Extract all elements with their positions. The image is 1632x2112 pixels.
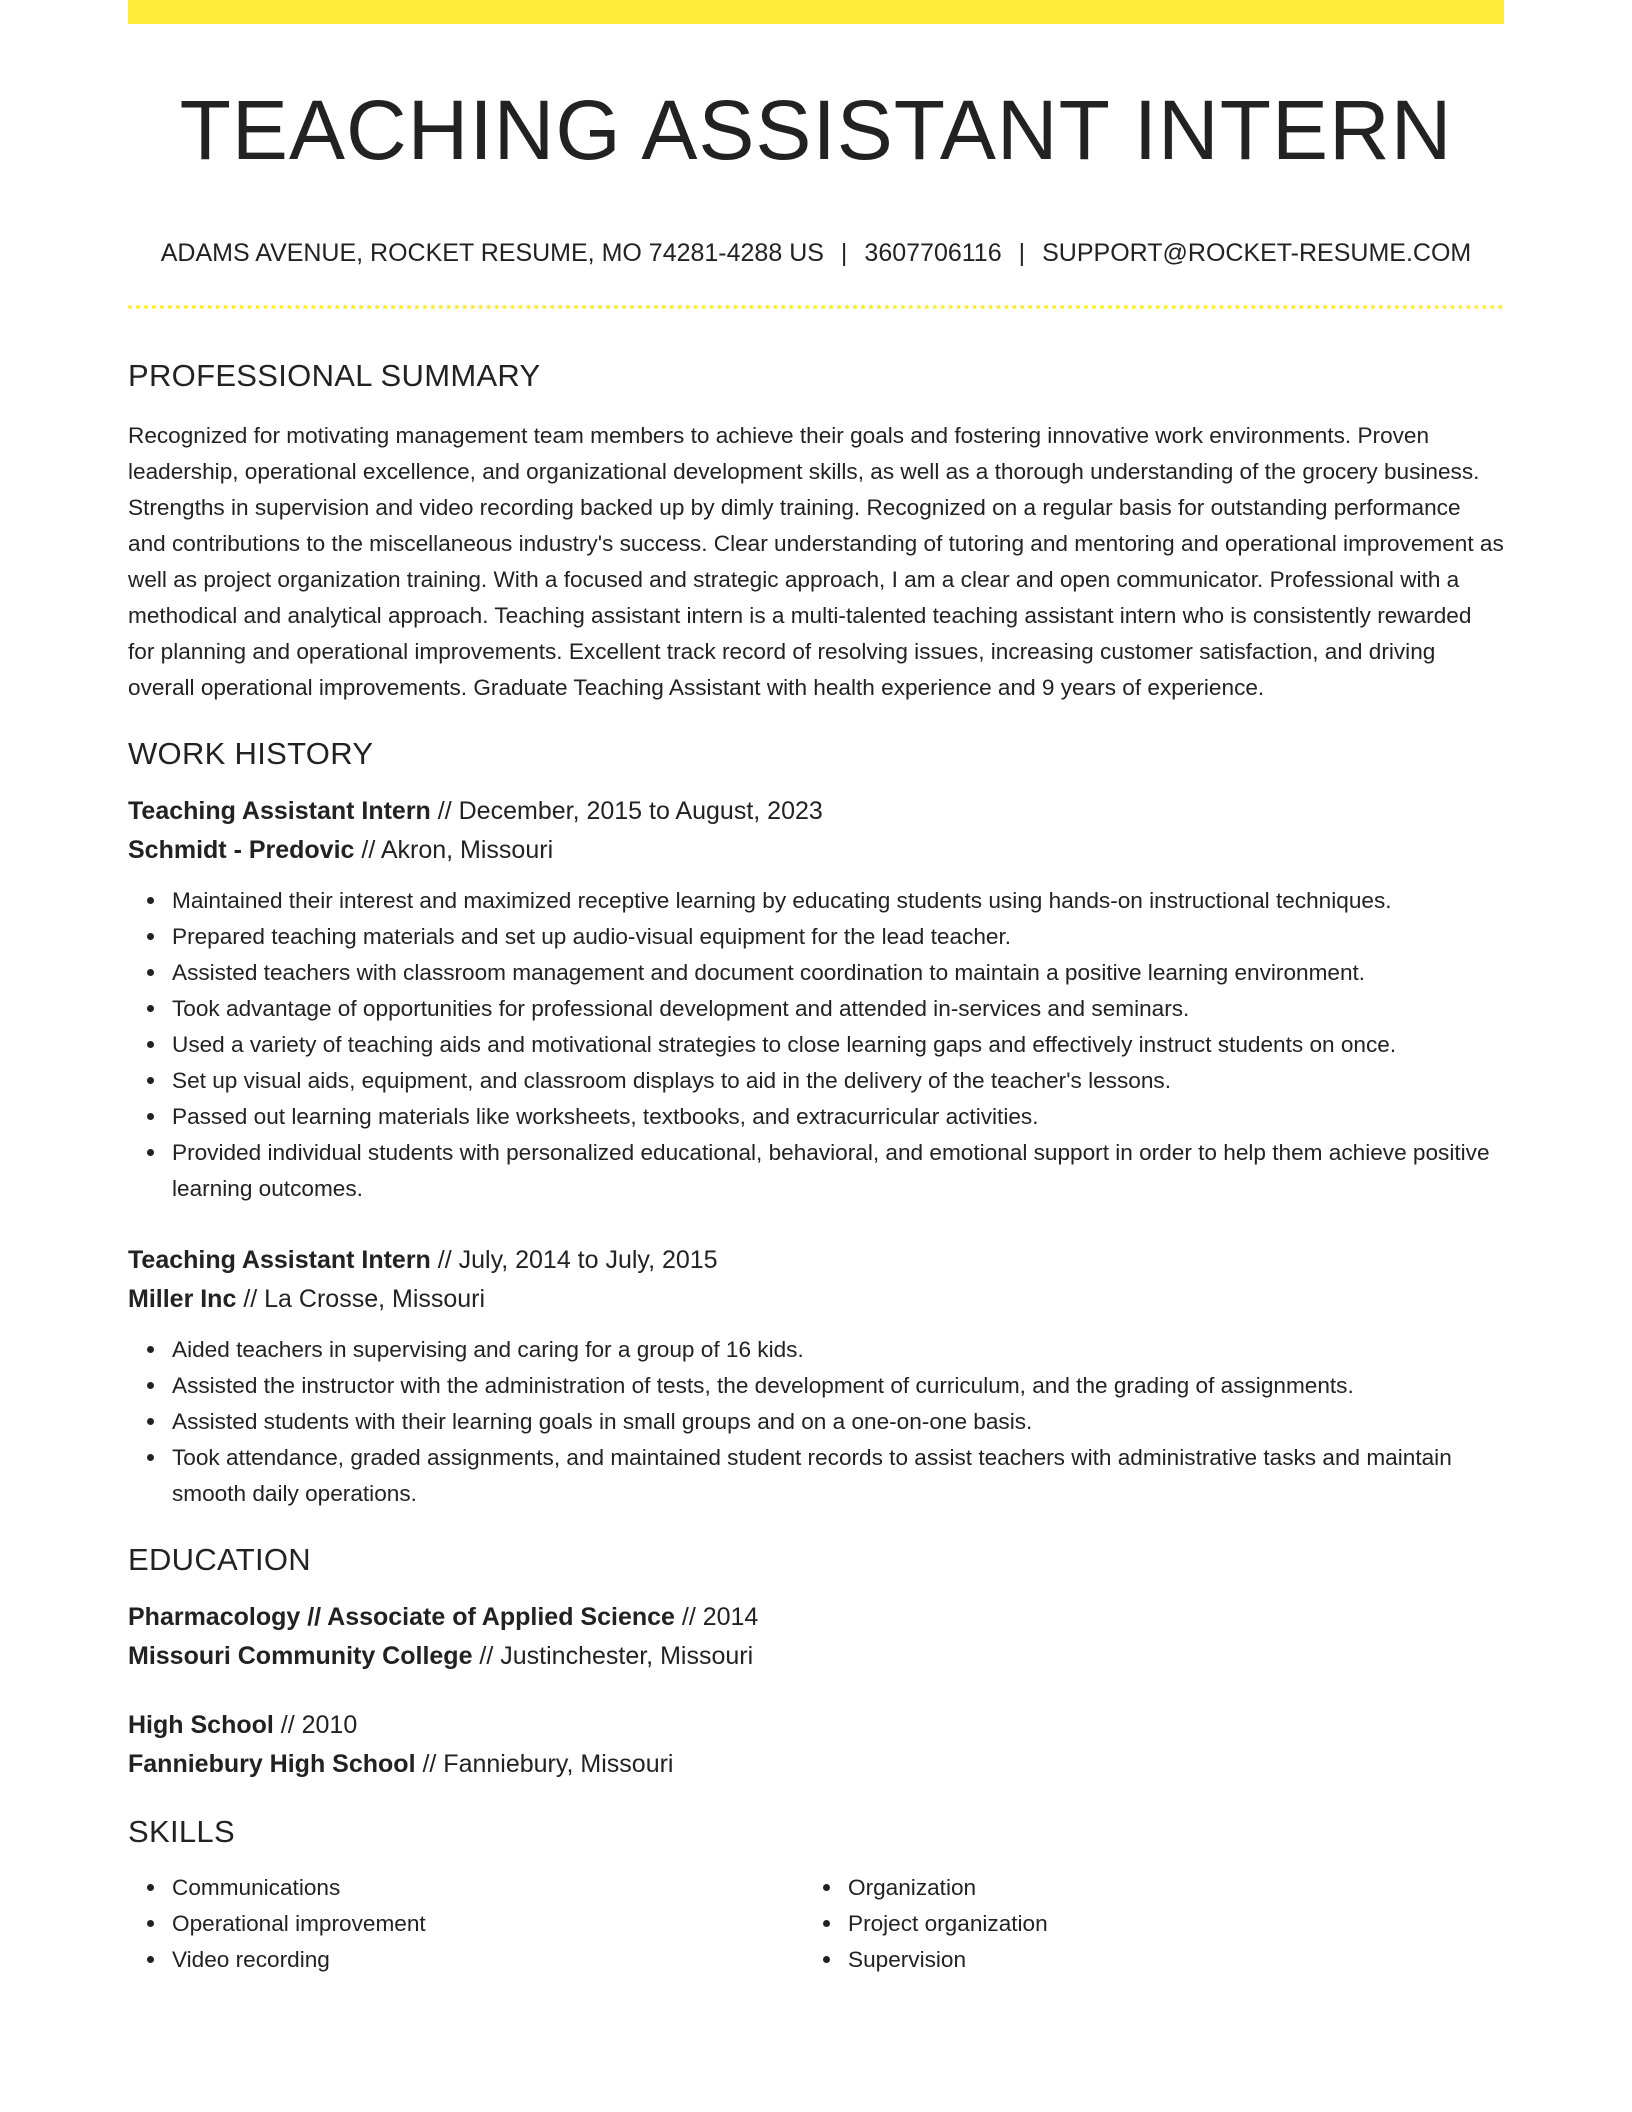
job-location: // Akron, Missouri <box>354 836 554 864</box>
education-degree-line <box>128 1598 1504 1637</box>
contact-phone: 3607706116 <box>864 239 1002 267</box>
skills-list-left <box>128 1870 804 1978</box>
list-item: Took advantage of opportunities for professional development and attended in-services and seminars. <box>172 991 1504 1027</box>
job-title: Teaching Assistant Intern <box>128 797 431 825</box>
education-degree: High School <box>128 1711 274 1739</box>
list-item: Assisted the instructor with the administration of tests, the development of curriculum, and the grading of assignments. <box>172 1368 1504 1404</box>
job-entry <box>128 1241 1504 1512</box>
list-item: Provided individual students with personalized educational, behavioral, and emotional support in order to help them achieve positive learning outcomes. <box>172 1135 1504 1207</box>
list-item: Maintained their interest and maximized receptive learning by educating students using hands-on instructional techniques. <box>172 883 1504 919</box>
summary-text: Recognized for motivating management team members to achieve their goals and fostering innovative work environments. Proven leadership, operational excellence, and organizational development skills, as well as a thorough understanding of the grocery business. Strengths in supervision and video recording backed up by dimly training. Recognized on a regular basis for outstanding performance and contributions to the miscellaneous industry's success. Clear understanding of tutoring and mentoring and operational improvement as well as project organization training. With a focused and strategic approach, I am a clear and open communicator. Professional with a methodical and analytical approach. Teaching assistant intern is a multi-talented teaching assistant intern who is consistently rewarded for planning and operational improvements. Excellent track record of resolving issues, increasing customer satisfaction, and driving overall operational improvements. Graduate Teaching Assistant with health experience and 9 years of experience. <box>128 423 1504 700</box>
education-school: Missouri Community College <box>128 1642 473 1670</box>
job-dates: // December, 2015 to August, 2023 <box>430 797 823 825</box>
contact-line <box>128 238 1504 268</box>
education-year: // 2014 <box>674 1603 759 1631</box>
skill-item: Organization <box>848 1870 1480 1906</box>
skill-item: Operational improvement <box>172 1906 804 1942</box>
list-item: Used a variety of teaching aids and motivational strategies to close learning gaps and effectively instruct students on once. <box>172 1027 1504 1063</box>
contact-separator: | <box>840 239 848 267</box>
job-company-line <box>128 1280 1504 1319</box>
education-degree: Pharmacology // Associate of Applied Science <box>128 1603 675 1631</box>
education-location: // Fanniebury, Missouri <box>415 1750 674 1778</box>
list-item: Passed out learning materials like worksheets, textbooks, and extracurricular activities. <box>172 1099 1504 1135</box>
list-item: Set up visual aids, equipment, and classroom displays to aid in the delivery of the teacher's lessons. <box>172 1063 1504 1099</box>
skill-item: Supervision <box>848 1942 1480 1978</box>
job-title: Teaching Assistant Intern <box>128 1246 431 1274</box>
education-degree-line <box>128 1706 1504 1745</box>
education-school: Fanniebury High School <box>128 1750 416 1778</box>
work-history-heading: WORK HISTORY <box>128 736 374 771</box>
candidate-name: TEACHING ASSISTANT INTERN <box>179 83 1453 177</box>
list-item: Took attendance, graded assignments, and maintained student records to assist teachers with administrative tasks and maintain smooth daily operations. <box>172 1440 1504 1512</box>
job-bullet-list <box>128 1332 1504 1512</box>
education-entry <box>128 1598 1504 1676</box>
education-school-line <box>128 1745 1504 1784</box>
accent-top-bar <box>128 0 1504 24</box>
education-year: // 2010 <box>273 1711 358 1739</box>
job-location: // La Crosse, Missouri <box>236 1285 486 1313</box>
list-item: Assisted teachers with classroom management and document coordination to maintain a positive learning environment. <box>172 955 1504 991</box>
job-company: Schmidt - Predovic <box>128 836 355 864</box>
education-entry <box>128 1706 1504 1784</box>
contact-email: SUPPORT@ROCKET-RESUME.COM <box>1042 239 1472 267</box>
job-dates: // July, 2014 to July, 2015 <box>430 1246 718 1274</box>
summary-heading: PROFESSIONAL SUMMARY <box>128 358 541 393</box>
job-company-line <box>128 831 1504 870</box>
dotted-divider <box>128 305 1504 309</box>
skill-item: Video recording <box>172 1942 804 1978</box>
list-item: Aided teachers in supervising and caring for a group of 16 kids. <box>172 1332 1504 1368</box>
contact-address: ADAMS AVENUE, ROCKET RESUME, MO 74281-4288 US <box>160 239 824 267</box>
resume-page <box>128 0 1504 1978</box>
list-item: Prepared teaching materials and set up audio-visual equipment for the lead teacher. <box>172 919 1504 955</box>
education-location: // Justinchester, Missouri <box>472 1642 754 1670</box>
skill-item: Project organization <box>848 1906 1480 1942</box>
skills-columns <box>128 1870 1504 1978</box>
list-item: Assisted students with their learning goals in small groups and on a one-on-one basis. <box>172 1404 1504 1440</box>
job-bullet-list <box>128 883 1504 1207</box>
job-title-line <box>128 792 1504 831</box>
education-heading: EDUCATION <box>128 1542 311 1577</box>
skills-list-right <box>804 1870 1480 1978</box>
skill-item: Communications <box>172 1870 804 1906</box>
job-company: Miller Inc <box>128 1285 237 1313</box>
job-entry <box>128 792 1504 1207</box>
skills-heading: SKILLS <box>128 1814 235 1849</box>
contact-separator: | <box>1018 239 1026 267</box>
education-school-line <box>128 1637 1504 1676</box>
job-title-line <box>128 1241 1504 1280</box>
